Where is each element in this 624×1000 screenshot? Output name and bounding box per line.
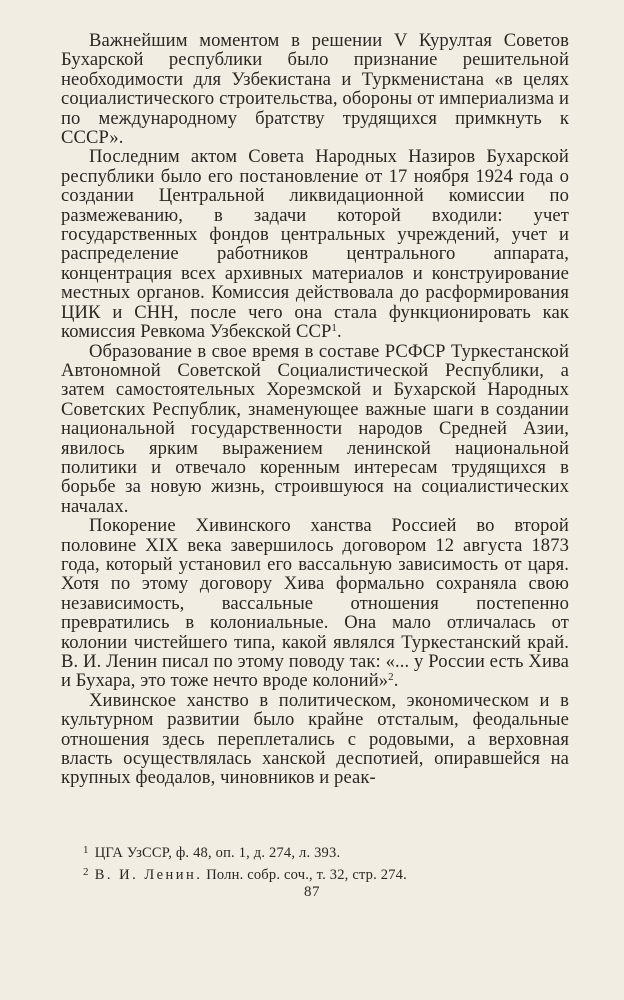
paragraph: Последним актом Совета Народных Назиров Бухарской республики было его постановление от 17 ноября 1924 года о создании Центральной ликвидационной комиссии по размежеванию, в задачи которой входили: учет государственных фондов центральных учреждений, учет и распределение работников центрального аппарата, концентрация всех архивных материалов и конструирование местных органов. Комиссия действовала до расформирования ЦИК и СНН, после чего она стала функционировать как комиссия Ревкома Узбекской ССР$^1$.: [61, 146, 569, 343]
footnote: [61, 841, 569, 863]
footnote-text: Полн. собр. соч., т. 32, стр. 274.: [206, 867, 407, 883]
paragraph: Образование в свое время в составе РСФСР Туркестанской Автономной Советской Социалистической Республики, а затем самостоятельных Хорезмской и Бухарской Народных Советских Республик, знаменующее важные шаги в создании национальной государственности народов Средней Азии, явилось ярким выражением ленинской национальной политики и отвечало коренным интересам трудящихся в борьбе за новую жизнь, строившуюся на социалистических началах.: [61, 340, 569, 517]
paragraph: Хивинское ханство в политическом, экономическом и в культурном развитии было крайне отсталым, феодальные отношения здесь переплетались с родовыми, а верховная власть осуществлялась ханской деспотией, опиравшейся на крупных феодалов, чиновников и реак-: [61, 689, 569, 789]
paragraph: Важнейшим моментом в решении V Курултая Советов Бухарской республики было признание решительной необходимости для Узбекистана и Туркменистана «в целях социалистического строительства, обороны от империализма и по международному братству трудящихся примкнуть к СССР».: [61, 30, 569, 149]
footnote-text: ЦГА УзССР, ф. 48, оп. 1, д. 274, л. 393.: [94, 845, 341, 861]
footnote-number: 2: [83, 866, 89, 878]
footnote-author: В. И. Ленин.: [94, 867, 203, 883]
footnote: [61, 863, 569, 885]
main-text: [61, 31, 569, 788]
footnotes: [61, 841, 569, 885]
page-number: 87: [304, 884, 320, 900]
paragraph: Покорение Хивинского ханства Россией во второй половине XIX века завершилось договором 12 августа 1873 года, который установил его вассальную зависимость от царя. Хотя по этому договору Хива формально сохраняла свою независимость, вассальные отношения постепенно превратились в колониальные. Она мало отличалась от колонии чистейшего типа, какой являлся Туркестанский край. В. И. Ленин писал по этому поводу так: «... у России есть Хива и Бухара, это тоже нечто вроде колоний»$^2$.: [61, 515, 569, 692]
footnote-number: 1: [83, 844, 89, 856]
footnote-ref[interactable]: 1: [331, 322, 338, 335]
footnote-ref[interactable]: 2: [388, 671, 394, 684]
